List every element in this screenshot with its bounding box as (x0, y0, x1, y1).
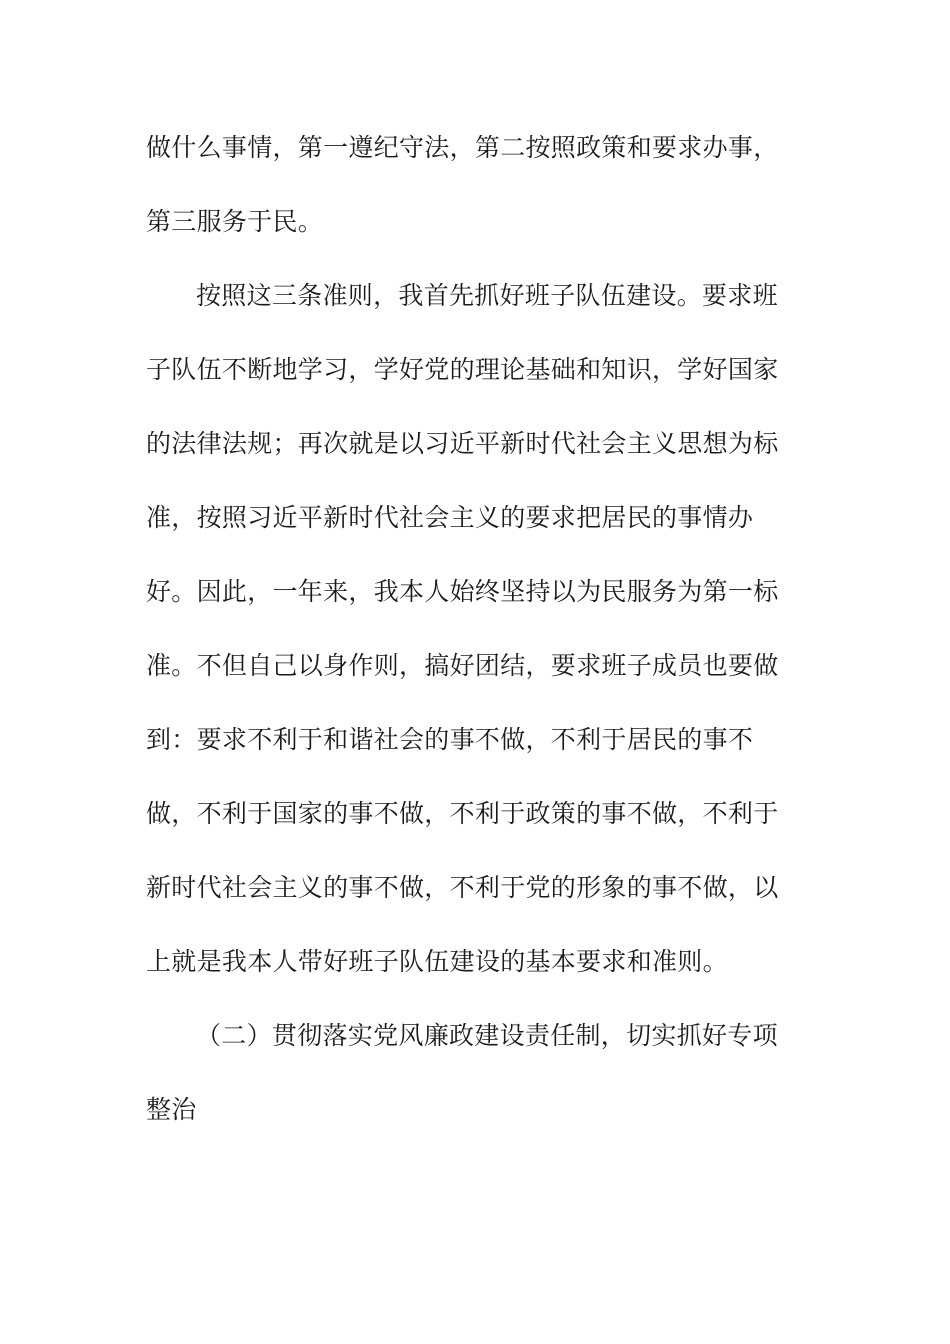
text-line: 子队伍不断地学习，学好党的理论基础和知识，学好国家 (146, 355, 779, 384)
text-line: 的法律法规；再次就是以习近平新时代社会主义思想为标 (146, 429, 779, 458)
text-line: 准。不但自己以身作则，搞好团结，要求班子成员也要做 (146, 651, 779, 680)
text-line: 到：要求不利于和谐社会的事不做，不利于居民的事不 (146, 725, 754, 754)
text-line: 准，按照习近平新时代社会主义的要求把居民的事情办 (146, 503, 754, 532)
text-line: 做什么事情，第一遵纪守法，第二按照政策和要求办事， (146, 133, 779, 162)
text-line: 做，不利于国家的事不做，不利于政策的事不做，不利于 (146, 799, 779, 828)
text-line: 第三服务于民。 (146, 207, 324, 236)
section-heading-continuation: 整治 (146, 1095, 197, 1124)
text-line: 好。因此，一年来，我本人始终坚持以为民服务为第一标 (146, 577, 779, 606)
paragraph-start-line: 按照这三条准则，我首先抓好班子队伍建设。要求班 (196, 281, 778, 310)
section-heading: （二）贯彻落实党风廉政建设责任制，切实抓好专项 (196, 1021, 778, 1050)
text-line: 新时代社会主义的事不做，不利于党的形象的事不做，以 (146, 873, 779, 902)
text-line: 上就是我本人带好班子队伍建设的基本要求和准则。 (146, 947, 728, 976)
